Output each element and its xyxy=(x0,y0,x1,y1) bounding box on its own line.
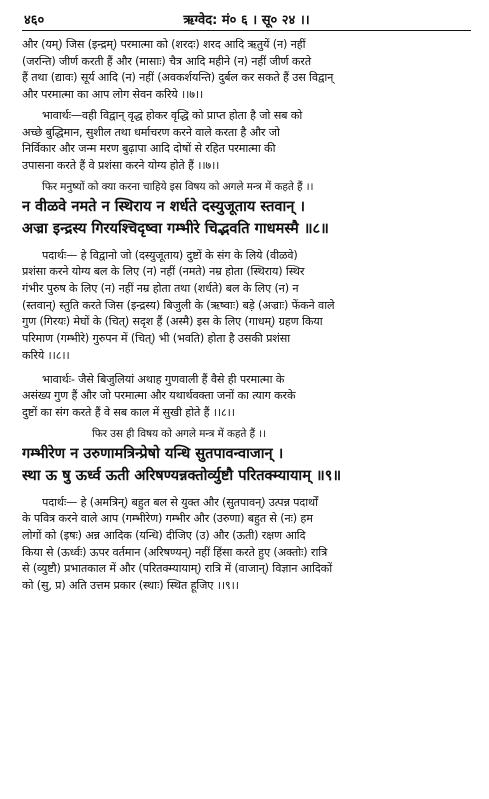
mantra-line: अज्रा इन्द्रस्य गिरयश्चिदृष्वा गम्भीरे चिद्भवति गाधमस्मै ॥८॥ xyxy=(22,220,329,238)
intro-line: फिर उस ही विषय को अगले मन्त्र में कहते हैं ।। xyxy=(92,427,266,440)
text-line: निर्विकार और जन्म मरण बुढ़ापा आदि दोषों से रहित परमात्मा की xyxy=(22,142,276,156)
padarth-8 xyxy=(22,248,471,365)
text-line: गुण (गिरयः) मेघों के (चित्) सदृश हैं (अस्मै) इस के लिए (गाधम्) ग्रहण किया xyxy=(22,315,323,329)
text-line: (स्तवान्) स्तुति करते जिस (इन्द्रस्य) बिजुली के (ऋष्वाः) बड़े (अज्राः) फेंकने वाले xyxy=(22,298,335,312)
intro-mantra-9 xyxy=(22,426,471,443)
text-line: किया से (ऊर्ध्वः) ऊपर वर्तमान (अरिषण्यन्) नहीं हिंसा करते हुए (अक्तोः) रात्रि xyxy=(22,545,328,559)
text-line: परिमाण (गम्भीरे) गुरुपन में (चित्) भी (भवति) होता है उसकी प्रशंसा xyxy=(22,332,291,346)
page-number: ४६० xyxy=(24,13,45,28)
mantra-line: न वीळवे नमते न स्थिराय न शर्धते दस्युजूताय स्तवान् । xyxy=(22,197,305,215)
text-line: (जरन्ति) जीर्ण करती हैं और (मासाः) चैत्र आदि महीने (न) नहीं जीर्ण करते xyxy=(22,54,311,68)
prev-commentary xyxy=(22,37,471,104)
text-line: गंभीर पुरुष के लिए (न) नहीं नम्र होता तथा (शर्धते) बल के लिए (न) न xyxy=(22,282,299,296)
running-title: ऋग्वेद: मं० ६ । सू० २४ ।। xyxy=(183,13,310,28)
text-line: हैं तथा (द्यावः) सूर्य आदि (न) नहीं (अवकर्शयन्ति) दुर्बल कर सकते हैं उस विद्वान् xyxy=(22,71,334,85)
mantra-8 xyxy=(22,196,471,241)
text-line: लोगों को (इषः) अन्न आदिक (यन्धि) दीजिए (उ) और (ऊती) रक्षण आदि xyxy=(22,529,306,543)
page-header xyxy=(22,8,471,31)
text-line: पदार्थः— हे विद्वानो जो (दस्युजूताय) दुष्टों के संग के लिये (वीळवे) xyxy=(42,248,298,262)
text-line: पदार्थः— हे (अमत्रिन्) बहुत बल से युक्त और (सुतपावन्) उत्पन्न पदार्थों xyxy=(42,495,318,509)
text-line: भावार्थः- जैसे बिजुलियां अथाह गुणवाली हैं वैसे ही परमात्मा के xyxy=(42,372,285,386)
intro-mantra-8 xyxy=(22,179,471,196)
text-line: और परमात्मा का आप लोग सेवन करिये ।।७।। xyxy=(22,88,204,102)
mantra-line: गम्भीरेण न उरुणामत्रिन्प्रेषो यन्धि सुतपावन्वाजान् । xyxy=(22,444,284,462)
mantra-line: स्था ऊ षु ऊर्ध्व ऊती अरिषण्यन्नक्तोर्व्युष्टौ परितक्म्यायाम् ॥९॥ xyxy=(22,467,342,485)
text-line: करिये ।।८।। xyxy=(22,348,70,362)
text-line: उपासना करते हैं वे प्रशंसा करने योग्य होते हैं ।।७।। xyxy=(22,158,220,172)
text-line: के पवित्र करने वाले आप (गम्भीरेण) गम्भीर और (उरुणा) बहुत से (नः) हम xyxy=(22,512,313,526)
intro-line: फिर मनुष्यों को क्या करना चाहिये इस विषय को अगले मन्त्र में कहते हैं ।। xyxy=(42,180,314,193)
bhavarth-7 xyxy=(22,108,471,175)
padarth-9 xyxy=(22,495,471,595)
bhavarth-8 xyxy=(22,372,471,422)
text-line: और (यम्) जिस (इन्द्रम्) परमात्मा को (शरदः) शरद आदि ऋतुयें (न) नहीं xyxy=(22,38,306,51)
text-line: को (सु, प्र) अति उत्तम प्रकार (स्थाः) स्थित हूजिए ।।९।। xyxy=(22,579,239,593)
text-line: भावार्थः—वही विद्वान् वृद्ध होकर वृद्धि को प्राप्त होता है जो सब को xyxy=(42,108,303,122)
text-line: दुष्टों का संग करते हैं वे सब काल में सुखी होते हैं ।।८।। xyxy=(22,405,235,419)
text-line: से (व्युष्टौ) प्रभातकाल में और (परितक्म्यायाम्) रात्रि में (वाजान्) विज्ञान आदिकों xyxy=(22,562,332,576)
mantra-9 xyxy=(22,443,471,488)
text-line: असंख्य गुण हैं और जो परमात्मा और यथार्थवक्ता जनों का त्याग करके xyxy=(22,389,296,403)
text-line: प्रशंसा करने योग्य बल के लिए (न) नहीं (नमते) नम्र होता (स्थिराय) स्थिर xyxy=(22,265,305,279)
text-line: अच्छे बुद्धिमान, सुशील तथा धर्माचरण करने वाले करता है और जो xyxy=(22,125,280,139)
